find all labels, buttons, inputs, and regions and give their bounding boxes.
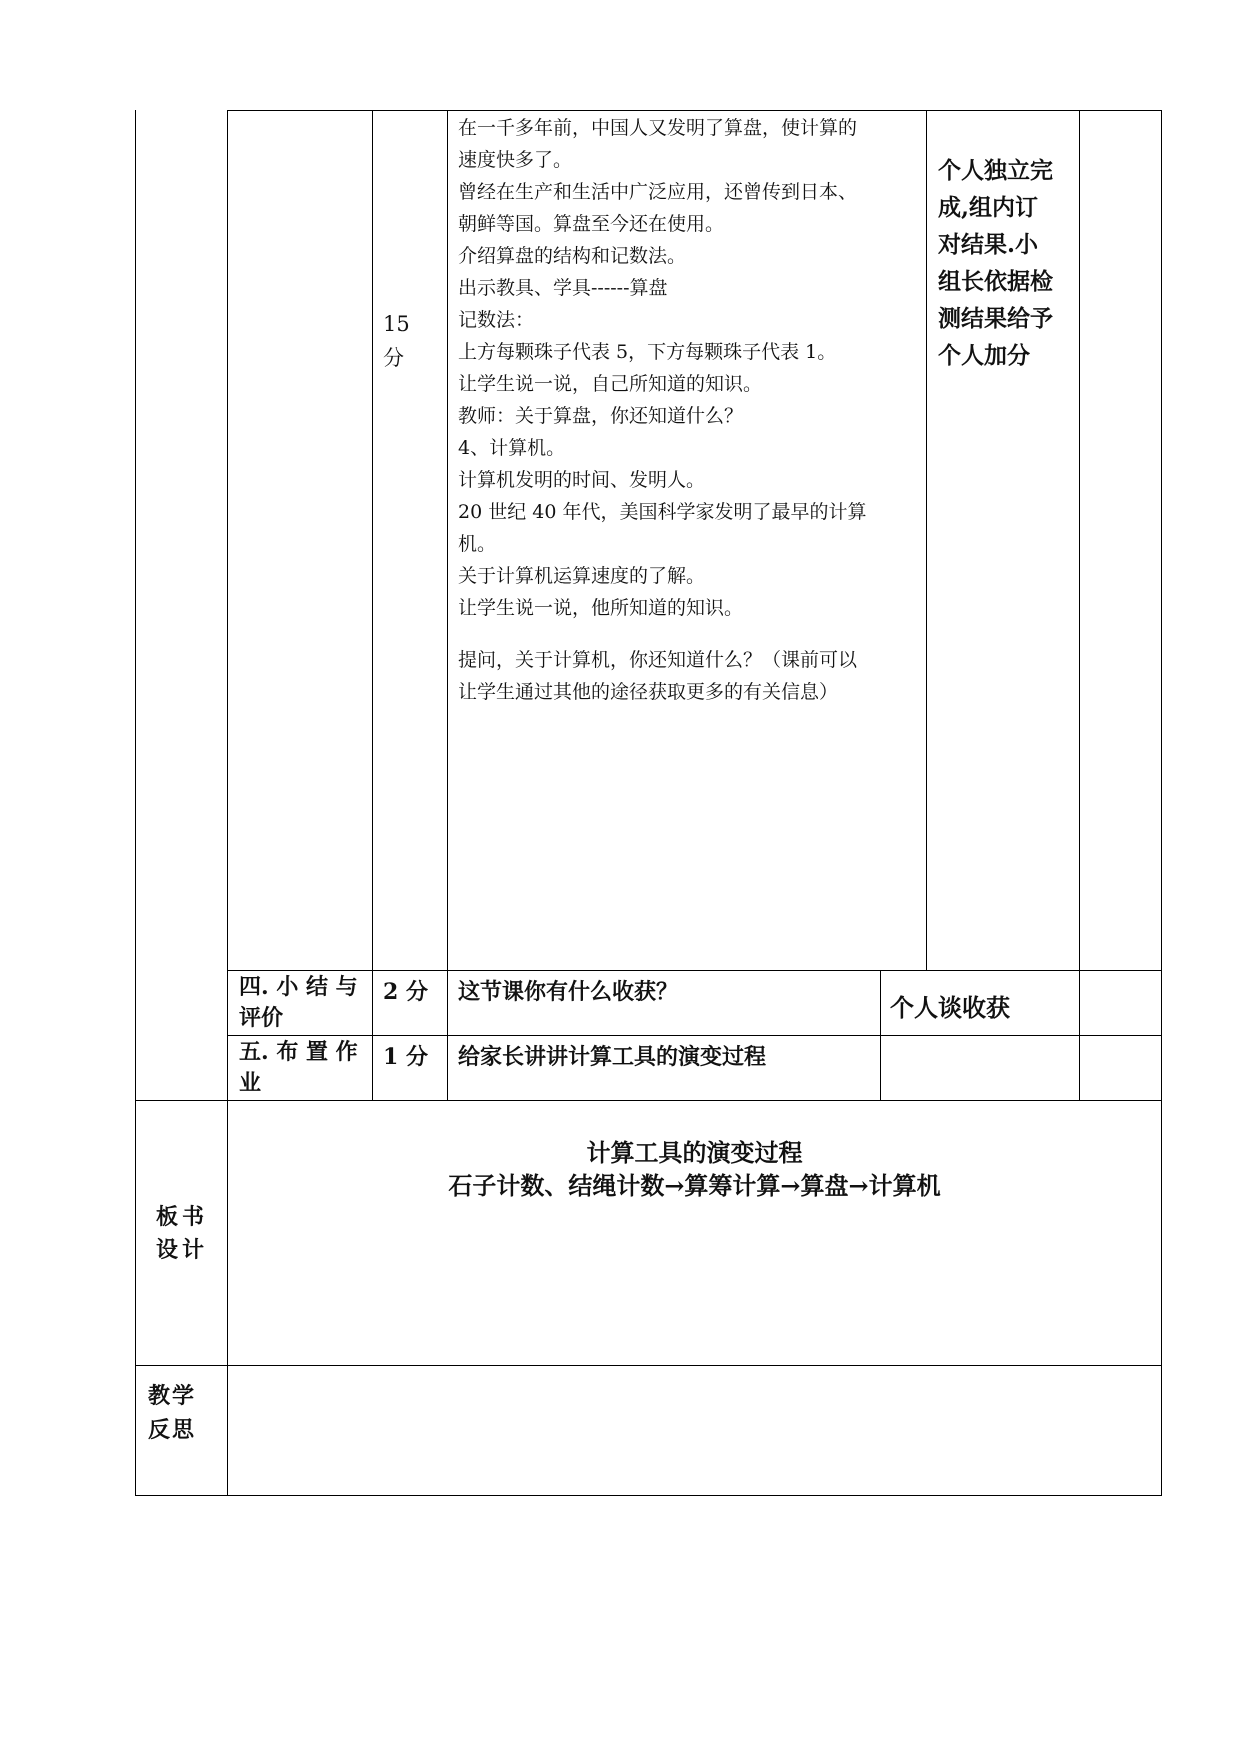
table-line (926, 110, 927, 970)
stage-line: 四. 小 结 与 (239, 974, 358, 1000)
content-line: 曾经在生产和生活中广泛应用，还曾传到日本、 (458, 181, 858, 203)
stage-line: 五. 布 置 作 (239, 1039, 358, 1065)
activity-line: 对结果.小 (938, 231, 1039, 258)
content-cell (458, 112, 866, 708)
board-design-label: 板书 设计 (156, 1204, 209, 1263)
time-cell: 2 分 (383, 979, 428, 1005)
time-unit: 分 (383, 346, 404, 370)
table-line (880, 970, 881, 1101)
content-line: 速度快多了。 (458, 149, 573, 171)
stage-cell (239, 1037, 358, 1099)
table-line (227, 1035, 1162, 1036)
content-cell: 给家长讲讲计算工具的演变过程 (458, 1044, 767, 1070)
reflection-label: 教学 反思 (148, 1383, 197, 1443)
content-line: 介绍算盘的结构和记数法。 (458, 245, 687, 267)
content-line: 4、计算机。 (458, 437, 566, 459)
stage-line: 业 (239, 1070, 262, 1096)
stage-cell (239, 972, 358, 1034)
content-line: 提问，关于计算机，你还知道什么？（课前可以 (458, 649, 858, 671)
content-line: 让学生说一说，自己所知道的知识。 (458, 373, 763, 395)
content-line: 关于计算机运算速度的了解。 (458, 565, 706, 587)
content-cell: 这节课你有什么收获？ (458, 979, 679, 1005)
content-line: 计算机发明的时间、发明人。 (458, 469, 706, 491)
content-line: 朝鲜等国。算盘至今还在使用。 (458, 213, 725, 235)
table-line (447, 110, 448, 1101)
time-value: 15 (383, 312, 410, 336)
content-line: 教师：关于算盘，你还知道什么？ (458, 405, 744, 427)
activity-line: 个人独立完 (938, 157, 1053, 184)
table-line (227, 110, 228, 1496)
table-line (227, 970, 1162, 971)
student-activity-cell: 个人谈收获 (890, 993, 1010, 1022)
content-line: 让学生说一说，他所知道的知识。 (458, 597, 744, 619)
content-line: 记数法： (458, 309, 535, 331)
activity-line: 组长依据检 (938, 268, 1053, 295)
content-line: 让学生通过其他的途径获取更多的有关信息） (458, 681, 839, 703)
table-line (1161, 110, 1162, 1496)
table-line (135, 1100, 1162, 1101)
table-line (1079, 110, 1080, 1101)
content-line: 上方每颗珠子代表 5，下方每颗珠子代表 1。 (458, 341, 837, 363)
content-line: 机。 (458, 533, 497, 555)
activity-line: 成,组内订 (938, 194, 1039, 221)
content-line: 在一千多年前，中国人又发明了算盘，使计算的 (458, 117, 858, 139)
student-activity-cell (938, 152, 1053, 374)
table-line (227, 110, 1162, 111)
board-design-flow: 石子计数、结绳计数→算筹计算→算盘→计算机 (448, 1171, 941, 1200)
activity-line: 测结果给予 (938, 305, 1053, 332)
table-line (135, 1495, 1162, 1496)
table-line (135, 110, 136, 1496)
board-design-title: 计算工具的演变过程 (586, 1138, 803, 1167)
activity-line: 个人加分 (938, 342, 1030, 369)
table-line (135, 1365, 1162, 1366)
time-cell: 1 分 (383, 1044, 428, 1070)
content-line: 20 世纪 40 年代，美国科学家发明了最早的计算 (458, 501, 867, 523)
time-cell (383, 307, 410, 375)
content-line: 出示教具、学具------算盘 (458, 277, 668, 299)
stage-line: 评价 (239, 1005, 284, 1031)
table-line (372, 110, 373, 1101)
